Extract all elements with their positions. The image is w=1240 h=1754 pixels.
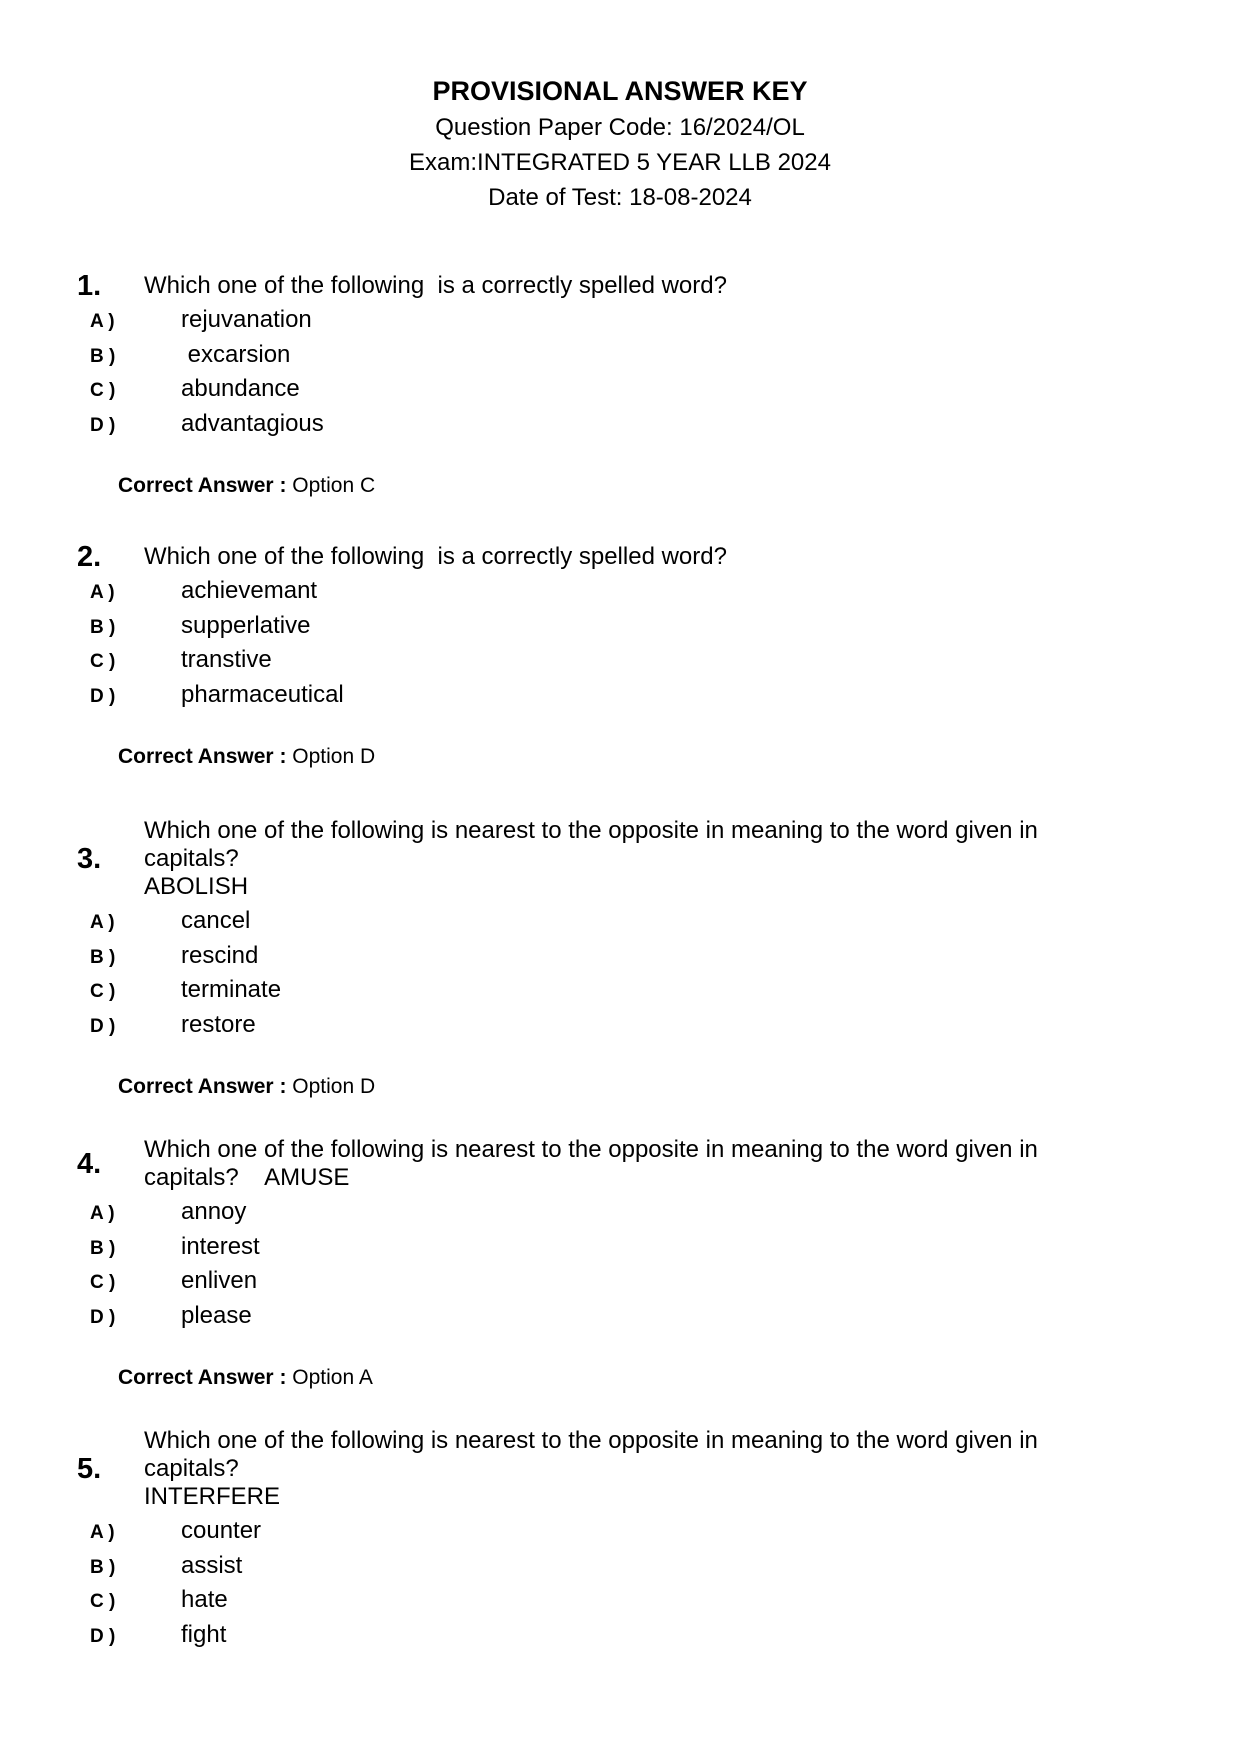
option-text: achievemant [181, 577, 318, 604]
option-item [0, 341, 1240, 376]
option-item [0, 976, 1240, 1011]
option-letter: C ) [90, 651, 116, 672]
option-letter: C ) [90, 981, 116, 1002]
question-number: 4. [77, 1148, 102, 1180]
option-text: counter [181, 1517, 262, 1544]
correct-answer-label: Correct Answer : [118, 745, 287, 768]
option-text: terminate [181, 976, 282, 1003]
question-header [0, 1136, 1240, 1192]
option-item [0, 1233, 1240, 1268]
option-text: rescind [181, 941, 259, 969]
option-text: assist [181, 1551, 243, 1579]
option-item [0, 577, 1240, 612]
option-item [0, 681, 1240, 716]
option-item [0, 1552, 1240, 1587]
option-text: advantagious [181, 409, 324, 437]
question-text: Which one of the following is nearest to the opposite in meaning to the word given in capitals? INTERFERE [144, 1427, 1038, 1510]
correct-answer-label: Correct Answer : [118, 1075, 287, 1098]
option-text: hate [181, 1586, 228, 1613]
option-item [0, 646, 1240, 681]
option-item [0, 1621, 1240, 1656]
correct-answer [118, 745, 1240, 769]
option-text: fight [181, 1620, 227, 1648]
option-item [0, 1267, 1240, 1302]
option-text: please [181, 1301, 252, 1329]
correct-answer-value: Option D [292, 1075, 376, 1098]
option-item [0, 942, 1240, 977]
question-header [0, 817, 1240, 901]
option-list [0, 306, 1240, 444]
option-item [0, 1198, 1240, 1233]
question-header [0, 272, 1240, 300]
question-text: Which one of the following is a correctly spelled word? [144, 543, 727, 570]
option-text: supperlative [181, 611, 311, 639]
question-number: 1. [77, 270, 102, 302]
question-text: Which one of the following is a correctly spelled word? [144, 272, 727, 299]
option-letter: D ) [90, 1015, 116, 1037]
option-letter: B ) [90, 1556, 116, 1578]
option-letter: A ) [90, 912, 115, 933]
correct-answer-label: Correct Answer : [118, 474, 287, 497]
option-letter: C ) [90, 380, 116, 401]
question-number: 2. [77, 541, 102, 573]
option-list [0, 577, 1240, 715]
option-letter: B ) [90, 1237, 116, 1259]
question-block [0, 543, 1240, 769]
option-text: transtive [181, 646, 272, 673]
option-item [0, 1517, 1240, 1552]
option-item [0, 907, 1240, 942]
option-letter: B ) [90, 616, 116, 638]
option-letter: C ) [90, 1591, 116, 1612]
question-text: Which one of the following is nearest to the opposite in meaning to the word given in capitals? ABOLISH [144, 817, 1038, 900]
correct-answer-value: Option C [292, 474, 376, 497]
option-text: annoy [181, 1198, 247, 1225]
option-letter: A ) [90, 1522, 115, 1543]
option-text: rejuvanation [181, 306, 312, 333]
correct-answer [118, 474, 1240, 498]
option-letter: A ) [90, 1203, 115, 1224]
option-list [0, 907, 1240, 1045]
question-number: 3. [77, 843, 102, 875]
correct-answer [118, 1366, 1240, 1390]
option-letter: D ) [90, 414, 116, 436]
option-text: interest [181, 1232, 260, 1260]
correct-answer-value: Option A [292, 1366, 373, 1389]
option-letter: B ) [90, 946, 116, 968]
question-block [0, 272, 1240, 498]
question-block [0, 1136, 1240, 1390]
option-text: cancel [181, 907, 251, 934]
option-item [0, 1302, 1240, 1337]
option-list [0, 1198, 1240, 1336]
question-number: 5. [77, 1453, 102, 1485]
option-text: restore [181, 1010, 256, 1038]
option-item [0, 375, 1240, 410]
option-letter: C ) [90, 1272, 116, 1293]
option-text: pharmaceutical [181, 680, 344, 708]
option-item [0, 1586, 1240, 1621]
option-text: abundance [181, 375, 300, 402]
correct-answer-label: Correct Answer : [118, 1366, 287, 1389]
question-block [0, 1427, 1240, 1655]
option-letter: D ) [90, 1306, 116, 1328]
test-date: Date of Test: 18-08-2024 [488, 184, 752, 211]
option-item [0, 306, 1240, 341]
option-letter: D ) [90, 685, 116, 707]
option-list [0, 1517, 1240, 1655]
option-text: enliven [181, 1267, 258, 1294]
option-letter: D ) [90, 1625, 116, 1647]
question-text: Which one of the following is nearest to the opposite in meaning to the word given in capitals? AMUSE [144, 1136, 1045, 1191]
option-item [0, 1011, 1240, 1046]
option-text: excarsion [181, 340, 291, 368]
correct-answer [118, 1075, 1240, 1099]
document-header [0, 72, 1240, 215]
option-item [0, 410, 1240, 445]
option-letter: A ) [90, 311, 115, 332]
document-title: PROVISIONAL ANSWER KEY [432, 76, 808, 106]
option-item [0, 612, 1240, 647]
question-block [0, 817, 1240, 1099]
question-paper-code: Question Paper Code: 16/2024/OL [435, 114, 805, 141]
question-header [0, 543, 1240, 571]
exam-name: Exam:INTEGRATED 5 YEAR LLB 2024 [409, 149, 831, 176]
question-header [0, 1427, 1240, 1511]
correct-answer-value: Option D [292, 745, 376, 768]
option-letter: B ) [90, 345, 116, 367]
option-letter: A ) [90, 582, 115, 603]
